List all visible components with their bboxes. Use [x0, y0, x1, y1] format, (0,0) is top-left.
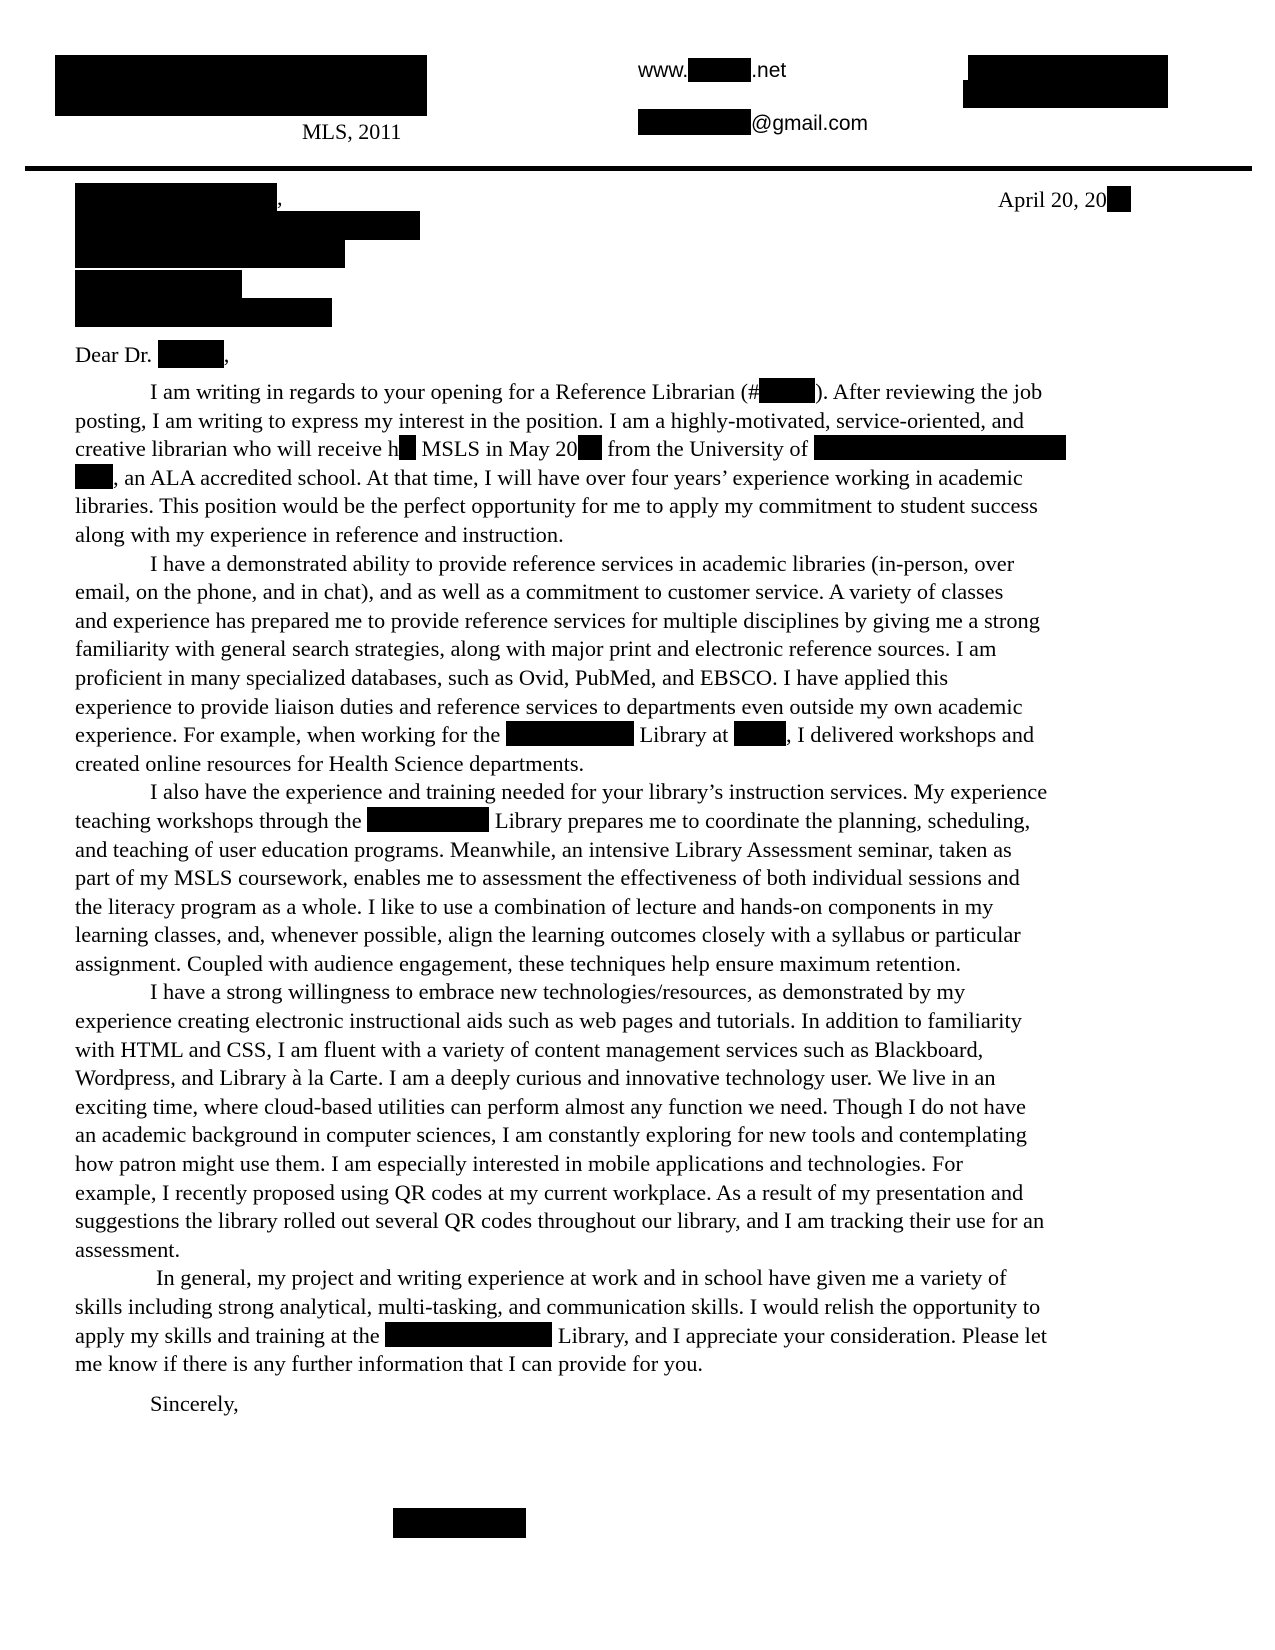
redacted-job-number: [759, 378, 815, 403]
p2-line-3: and experience has prepared me to provide reference services for multiple disciplines by giving me a strong: [75, 607, 1040, 633]
website-text: [638, 58, 786, 83]
redacted-institution: [734, 721, 786, 746]
p1-text: ). After reviewing the job: [815, 379, 1043, 404]
p1-line-1: [75, 378, 1175, 407]
p4-line-10: assessment.: [75, 1236, 181, 1262]
p4-line-4: Wordpress, and Library à la Carte. I am a deeply curious and innovative technology user. We live in an: [75, 1065, 996, 1091]
p2-text: , I delivered workshops and: [786, 722, 1035, 748]
p4-line-6: an academic background in computer sciences, I am constantly exploring for new tools and contemplating: [75, 1122, 1027, 1148]
p5-line-2: skills including strong analytical, multi-tasking, and communication skills. I would relish the opportunity to: [75, 1294, 1041, 1319]
redacted-salutation-name: [158, 340, 224, 368]
p4-line-7: how patron might use them. I am especially interested in mobile applications and technologies. For: [75, 1151, 963, 1177]
salutation: [75, 340, 229, 368]
p1-line-5: libraries. This position would be the perfect opportunity for me to apply my commitment to student success: [75, 493, 1038, 519]
recipient-comma: ,: [277, 185, 283, 210]
degree-text: MLS, 2011: [302, 119, 402, 144]
redacted-date-year: [1107, 186, 1131, 212]
redacted-year: [578, 435, 602, 460]
p2-text: Library at: [633, 722, 729, 748]
p1-line-4: [75, 464, 1175, 493]
redacted-email-user: [638, 109, 751, 135]
p2-line-6: experience to provide liaison duties and reference services to departments even outside my own academic: [75, 693, 1023, 719]
date-text: April 20, 20: [998, 187, 1107, 212]
redacted-recipient-line-3: [75, 239, 345, 268]
p1-text: , an ALA accredited school. At that time, I will have over four years’ experience working in academic: [113, 464, 1023, 490]
website-suffix: .net: [751, 59, 787, 82]
redacted-library-name-2: [367, 807, 489, 832]
redacted-recipient-line-2: [75, 211, 420, 240]
p2-text: experience. For example, when working for the: [75, 722, 501, 748]
p3-line-6: learning classes, and, whenever possible, align the learning outcomes closely with a syllabus or particular: [75, 922, 1021, 948]
p4-line-2: experience creating electronic instructional aids such as web pages and tutorials. In addition to familiarity: [75, 1008, 1022, 1034]
p3-line-3: and teaching of user education programs. Meanwhile, an intensive Library Assessment seminar, taken as: [75, 836, 1012, 862]
p1-line-2: posting, I am writing to express my interest in the position. I am a highly-motivated, service-oriented, and: [75, 407, 1024, 433]
p5-line-4: me know if there is any further information that I can provide for you.: [75, 1351, 703, 1377]
redacted-recipient-line-4: [75, 270, 242, 299]
redacted-website-domain: [688, 58, 751, 82]
header-divider: [25, 166, 1252, 171]
p5-text: apply my skills and training at the: [75, 1322, 380, 1348]
redacted-signature-name: [393, 1508, 526, 1538]
p2-line-4: familiarity with general search strategies, along with major print and electronic reference sources. I am: [75, 636, 997, 662]
p1-text: I am writing in regards to your opening for a Reference Librarian (#: [150, 379, 760, 404]
p3-line-4: part of my MSLS coursework, enables me to assessment the effectiveness of both individual sessions and: [75, 865, 1020, 891]
redacted-recipient-name: [75, 183, 277, 212]
p3-text: teaching workshops through the: [75, 807, 362, 833]
letter-body: [75, 378, 1175, 1379]
redacted-library-name: [506, 721, 634, 746]
p5-text: Library, and I appreciate your consideration. Please let: [552, 1322, 1047, 1348]
p2-line-5: proficient in many specialized databases, such as Ovid, PubMed, and EBSCO. I have applied this: [75, 664, 949, 690]
redacted-address-line-2: [963, 80, 1168, 108]
closing: Sincerely,: [150, 1391, 239, 1416]
p1-text: MSLS in May 20: [415, 436, 578, 462]
p4-line-1: I have a strong willingness to embrace new technologies/resources, as demonstrated by my: [150, 979, 966, 1005]
redacted-name: [55, 55, 427, 116]
p3-line-2: [75, 807, 1175, 836]
p5-line-3: [75, 1322, 1175, 1351]
p2-line-2: email, on the phone, and in chat), and as well as a commitment to customer service. A variety of classes: [75, 579, 1004, 605]
salutation-prefix: Dear Dr.: [75, 342, 153, 367]
p3-line-7: assignment. Coupled with audience engagement, these techniques help ensure maximum retention.: [75, 950, 962, 976]
redacted-university: [814, 435, 1066, 460]
redacted-address-line-1: [968, 55, 1168, 82]
email-suffix: @gmail.com: [751, 112, 869, 135]
letter-date: [998, 186, 1131, 212]
salutation-suffix: ,: [223, 342, 230, 367]
p4-line-9: suggestions the library rolled out several QR codes throughout our library, and I am tracking their use for an: [75, 1208, 1045, 1234]
p5-line-1: In general, my project and writing experience at work and in school have given me a variety of: [156, 1265, 1007, 1291]
redacted-library-name-3: [385, 1322, 552, 1347]
redacted-recipient-line-5: [75, 298, 332, 327]
redacted-university-cont: [75, 464, 113, 489]
p4-line-3: with HTML and CSS, I am fluent with a variety of content management services such as Blackboard,: [75, 1036, 984, 1062]
p3-line-1: I also have the experience and training needed for your library’s instruction services. My experience: [150, 779, 1048, 805]
p1-text: from the University of: [601, 436, 809, 462]
p4-line-8: example, I recently proposed using QR codes at my current workplace. As a result of my presentation and: [75, 1179, 1024, 1205]
p2-line-8: created online resources for Health Science departments.: [75, 750, 585, 776]
email-text: [638, 109, 868, 136]
p1-line-6: along with my experience in reference and instruction.: [75, 521, 564, 547]
p3-line-5: the literacy program as a whole. I like to use a combination of lecture and hands-on components in my: [75, 893, 994, 919]
p1-text: creative librarian who will receive h: [75, 436, 399, 462]
p2-line-7: [75, 721, 1175, 750]
p4-line-5: exciting time, where cloud-based utilities can perform almost any function we need. Though I do not have: [75, 1093, 1026, 1119]
redacted-pronoun: [399, 435, 416, 460]
p1-line-3: [75, 435, 1175, 464]
website-prefix: www.: [638, 59, 689, 82]
p3-text: Library prepares me to coordinate the planning, scheduling,: [489, 807, 1031, 833]
p2-line-1: I have a demonstrated ability to provide reference services in academic libraries (in-person, over: [150, 550, 1015, 576]
